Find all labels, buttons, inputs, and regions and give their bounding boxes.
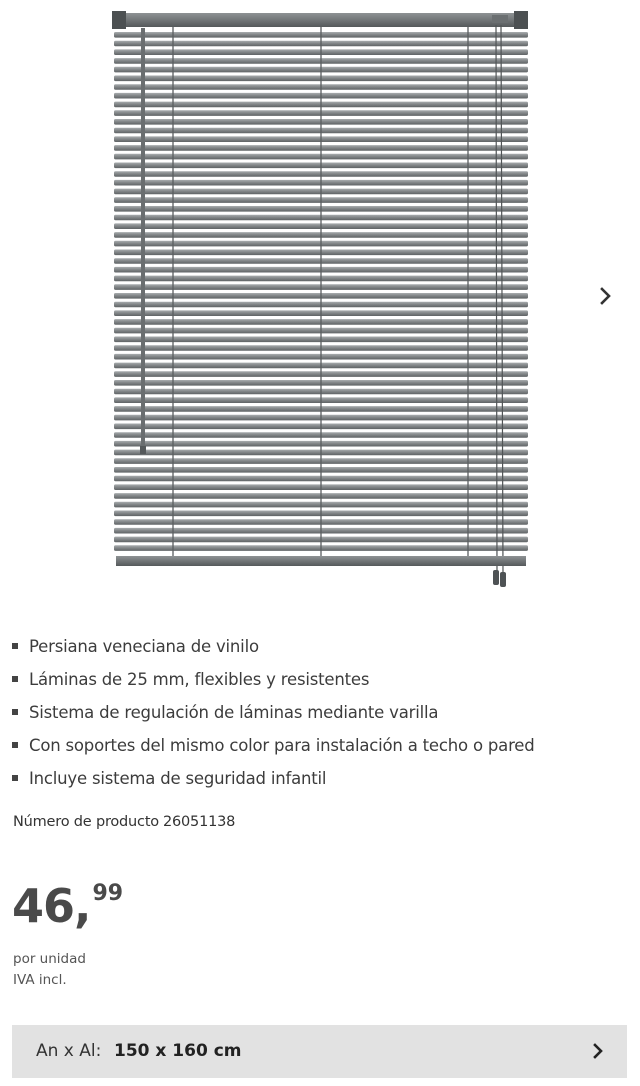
price-separator: , <box>74 879 92 933</box>
bullet-icon <box>12 742 18 748</box>
feature-text: Sistema de regulación de láminas mediante varilla <box>29 703 439 722</box>
feature-item <box>12 634 535 667</box>
feature-text: Con soportes del mismo color para instalación a techo o pared <box>29 736 535 755</box>
feature-list <box>12 634 535 799</box>
bullet-icon <box>12 676 18 682</box>
size-label: An x Al: <box>36 1041 102 1061</box>
feature-item <box>12 667 535 700</box>
product-number <box>13 814 235 830</box>
product-number-value: 26051138 <box>162 814 236 830</box>
price-decimals: 99 <box>92 881 124 906</box>
vat-label: IVA incl. <box>13 972 67 988</box>
price <box>12 878 123 934</box>
product-image[interactable] <box>100 0 540 600</box>
chevron-right-icon <box>597 287 615 305</box>
size-selector[interactable] <box>12 1025 627 1078</box>
chevron-right-icon <box>586 1039 610 1063</box>
bullet-icon <box>12 709 18 715</box>
feature-text: Incluye sistema de seguridad infantil <box>29 769 327 788</box>
feature-item <box>12 700 535 733</box>
bullet-icon <box>12 643 18 649</box>
bullet-icon <box>12 775 18 781</box>
price-integer: 46 <box>12 879 75 933</box>
feature-item <box>12 766 535 799</box>
feature-item <box>12 733 535 766</box>
feature-text: Persiana veneciana de vinilo <box>29 637 259 656</box>
size-value: 150 x 160 cm <box>114 1041 242 1061</box>
feature-text: Láminas de 25 mm, flexibles y resistentes <box>29 670 370 689</box>
price-unit-label: por unidad <box>13 951 86 967</box>
product-number-label: Número de producto <box>13 814 159 830</box>
next-image-button[interactable] <box>590 280 622 312</box>
